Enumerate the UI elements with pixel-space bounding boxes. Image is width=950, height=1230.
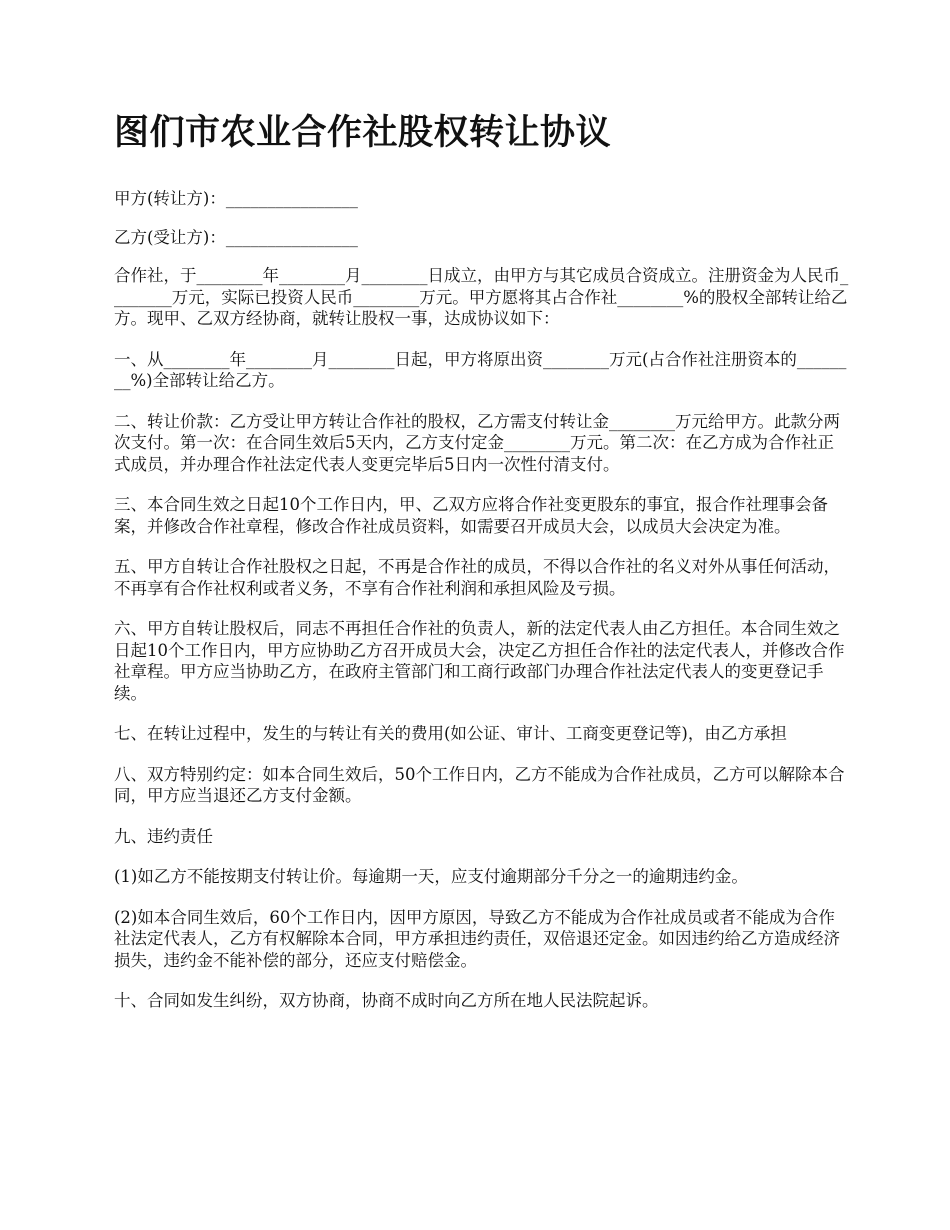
clause-10-dispute: 十、合同如发生纠纷，双方协商，协商不成时向乙方所在地人民法院起诉。 — [114, 991, 659, 1010]
clause-9-heading: 九、违约责任 — [114, 826, 213, 846]
clause-6: 六、甲方自转让股权后，同志不再担任合作社的负责人，新的法定代表人由乙方担任。本合同生效之日起10个工作日内，甲方应协助乙方召开成员大会，决定乙方担任合作社的法定代表人，并修改合作社章程。甲方应当协助乙方，在政府主管部门和工商行政部门办理合作社法定代表人的变更登记手续。 — [114, 619, 845, 703]
party-a-line: 甲方(转让方)：________________ — [114, 189, 358, 208]
clause-1: 一、从________年________月________日起，甲方将原出资________万元(占合作社注册资本的________%)全部转让给乙方。 — [114, 349, 847, 390]
clause-7-fees: 七、在转让过程中，发生的与转让有关的费用(如公证、审计、工商变更登记等)，由乙方承担 — [114, 724, 787, 743]
clause-2-price: 二、转让价款：乙方受让甲方转让合作社的股权，乙方需支付转让金________万元给甲方。此款分两次支付。第一次：在合同生效后5天内，乙方支付定金________万元。第二次：在乙方成为合作社正式成员，并办理合作社法定代表人变更完毕后5日内一次性付清支付。 — [114, 411, 840, 474]
document-title: 图们市农业合作社股权转让协议 — [114, 113, 612, 153]
clause-9-item-2: (2)如本合同生效后，60个工作日内，因甲方原因，导致乙方不能成为合作社成员或者不能成为合作社法定代表人，乙方有权解除本合同，甲方承担违约责任，双倍退还定金。如因违约给乙方造成经济损失，违约金不能补偿的部分，还应支付赔偿金。 — [114, 907, 840, 970]
intro-paragraph: 合作社，于________年________月________日成立，由甲方与其它成员合资成立。注册资金为人民币________万元，实际已投资人民币________万元。甲方愿将其占合作社________%的股权全部转让给乙方。现甲、乙双方经协商，就转让股权一事，达成协议如下： — [114, 266, 849, 328]
party-b-line: 乙方(受让方)：________________ — [114, 227, 358, 247]
clause-5: 五、甲方自转让合作社股权之日起，不再是合作社的成员，不得以合作社的名义对外从事任何活动，不再享有合作社权利或者义务，不享有合作社利润和承担风险及亏损。 — [114, 557, 840, 598]
clause-9-item-1: (1)如乙方不能按期支付转让价。每逾期一天，应支付逾期部分千分之一的逾期违约金。 — [114, 867, 748, 886]
clause-3: 三、本合同生效之日起10个工作日内，甲、乙双方应将合作社变更股东的事宜，报合作社理事会备案，并修改合作社章程，修改合作社成员资料，如需要召开成员大会，以成员大会决定为准。 — [114, 495, 828, 536]
clause-8-special: 八、双方特别约定：如本合同生效后，50个工作日内，乙方不能成为合作社成员，乙方可以解除本合同，甲方应当退还乙方支付金额。 — [114, 764, 845, 805]
